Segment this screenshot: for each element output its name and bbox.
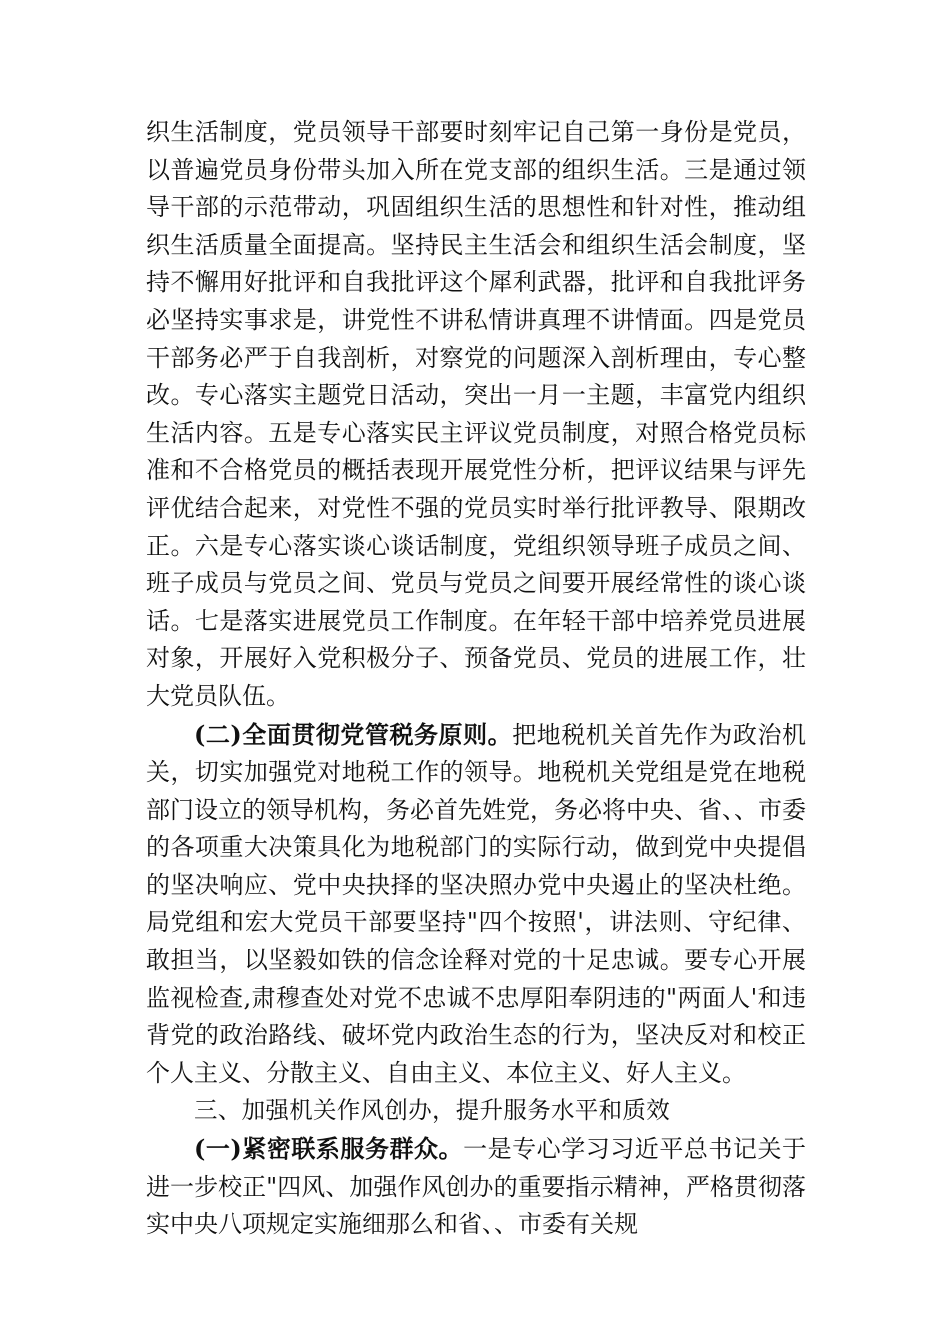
paragraph-body: 把地税机关首先作为政治机关，切实加强党对地税工作的领导。地税机关党组是党在地税部门设立的领导机构，务必首先姓党，务必将中央、省、、市委的各项重大决策具化为地税部门的实际行动，做到党中央提倡的坚决响应、党中央抉择的坚决照办党中央遏止的坚决杜绝。局党组和宏大党员干部要坚持"四个按照'，讲法则、守纪律、敢担当，以坚毅如铁的信念诠释对党的十足忠诚。要专心开展监视检查,肃穆查处对党不忠诚不忠厚阳奉阴违的"两面人'和违背党的政治路线、破坏党内政治生态的行为，坚决反对和校正个人主义、分散主义、自由主义、本位主义、好人主义。 <box>146 720 806 1087</box>
paragraph-serve-masses <box>146 1130 806 1244</box>
document-page <box>146 114 806 1244</box>
paragraph-body: 一是专心学习习近平总书记关于进一步校正"四风、加强作风创办的重要指示精神，严格贯彻落实中央八项规定实施细那么和省、、市委有关规 <box>146 1135 806 1239</box>
section-heading: 三、加强机关作风创办，提升服务水平和质效 <box>194 1096 670 1125</box>
subsection-title: (二)全面贯彻党管税务原则。 <box>194 719 513 749</box>
paragraph-party-tax-principle <box>146 716 806 1093</box>
subsection-title: (一)紧密联系服务群众。 <box>194 1134 464 1164</box>
paragraph-organization-life: 织生活制度，党员领导干部要时刻牢记自己第一身份是党员，以普遍党员身份带头加入所在党支部的组织生活。三是通过领导干部的示范带动，巩固组织生活的思想性和针对性，推动组织生活质量全面提高。坚持民主生活会和组织生活会制度，坚持不懈用好批评和自我批评这个犀利武器，批评和自我批评务必坚持实事求是，讲党性不讲私情讲真理不讲情面。四是党员干部务必严于自我剖析，对察党的问题深入剖析理由，专心整改。专心落实主题党日活动，突出一月一主题，丰富党内组织生活内容。五是专心落实民主评议党员制度，对照合格党员标准和不合格党员的概括表现开展党性分析，把评议结果与评先评优结合起来，对党性不强的党员实时举行批评教导、限期改正。六是专心落实谈心谈话制度，党组织领导班子成员之间、班子成员与党员之间、党员与党员之间要开展经常性的谈心谈话。七是落实进展党员工作制度。在年轻干部中培养党员进展对象，开展好入党积极分子、预备党员、党员的进展工作，壮大党员队伍。 <box>146 118 806 710</box>
